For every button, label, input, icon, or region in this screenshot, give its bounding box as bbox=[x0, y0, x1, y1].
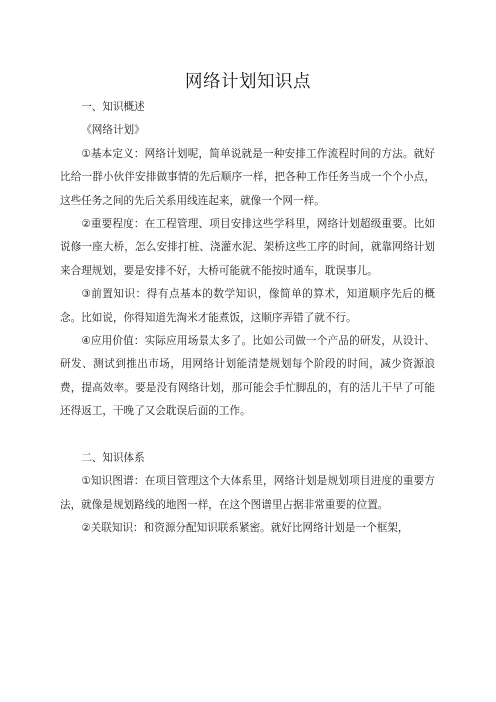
paragraph-knowledge-map: ①知识图谱：在项目管理这个大体系里，网络计划是规划项目进度的重要方法，就像是规划路线的地图一样，在这个图谱里占据非常重要的位置。 bbox=[60, 475, 435, 511]
section-heading-system: 二、知识体系 bbox=[81, 452, 145, 465]
paragraph-definition: ①基本定义：网络计划呢，简单说就是一种安排工作流程时间的方法。就好比给一群小伙伴安排做事情的先后顺序一样，把各种工作任务当成一个个小点，这些任务之间的先后关系用线连起来，就像一个网一样。 bbox=[60, 147, 435, 207]
subheading-network-plan: 《网络计划》 bbox=[81, 124, 145, 137]
paragraph-application: ④应用价值：实际应用场景太多了。比如公司做一个产品的研发，从设计、研发、测试到推出市场，用网络计划能清楚规划每个阶段的时间，减少资源浪费，提高效率。要是没有网络计划，那可能会手忙脚乱的，有的活儿干早了可能还得返工，干晚了又会耽误后面的工作。 bbox=[60, 335, 435, 418]
page-title: 网络计划知识点 bbox=[185, 72, 311, 92]
document-body bbox=[60, 96, 435, 541]
paragraph-importance: ②重要程度：在工程管理、项目安排这些学科里，网络计划超级重要。比如说修一座大桥，怎么安排打桩、浇灌水泥、架桥这些工序的时间，就靠网络计划来合理规划，要是安排不好，大桥可能就不能按时通车，耽误事儿。 bbox=[60, 218, 435, 277]
section-heading-overview: 一、知识概述 bbox=[81, 101, 145, 113]
paragraph-prerequisite: ③前置知识：得有点基本的数学知识，像简单的算术，知道顺序先后的概念。比如说，你得知道先淘米才能煮饭，这顺序弄错了就不行。 bbox=[60, 288, 435, 324]
paragraph-related-knowledge: ②关联知识：和资源分配知识联系紧密。就好比网络计划是一个框架， bbox=[81, 522, 409, 535]
